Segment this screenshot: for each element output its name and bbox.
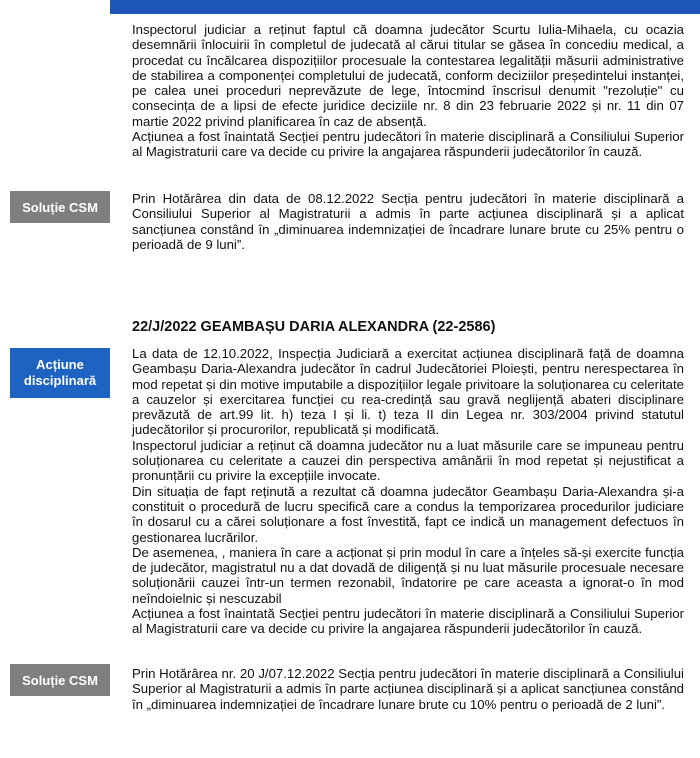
- paragraph: Din situația de fapt reținută a rezultat că doamna judecător Geambașu Daria-Alexandra și-a constituit o procedură de lucru specifică care a condus la temporizarea procedurilor judiciare în dosarul cu a cărei soluționare a fost învestită, fapt ce indică un management defectuos în gestionarea lucrărilor.: [132, 483, 684, 545]
- disciplinary-action-label: Acțiune disciplinară: [10, 348, 110, 398]
- csm-solution-text: Prin Hotărârea nr. 20 J/07.12.2022 Secția pentru judecători în materie disciplinară a Consiliului Superior al Magistraturii a admis în parte acțiunea disciplinară și a aplicat sancțiunea constând în „diminuarea indemnizației de încadrare lunare brute cu 10% pentru o perioadă de 2 luni”.: [132, 666, 684, 712]
- paragraph: Acțiunea a fost înaintată Secției pentru judecători în materie disciplinară a Consiliului Superior al Magistraturii care va decide cu privire la angajarea răspunderii judecătorilor în cauză.: [132, 129, 684, 160]
- csm-solution-label: Soluție CSM: [10, 191, 110, 223]
- paragraph: Acțiunea a fost înaintată Secției pentru judecători în materie disciplinară a Consiliului Superior al Magistraturii care va decide cu privire la angajarea răspunderii judecătorilor în cauză.: [132, 606, 684, 637]
- csm-solution-label: Soluție CSM: [10, 664, 110, 696]
- section2-body: [132, 346, 684, 637]
- section1-body: [132, 22, 684, 160]
- header-bar: [110, 0, 700, 14]
- paragraph: Inspectorul judiciar a reținut faptul că doamna judecător Scurtu Iulia-Mihaela, cu ocazia desemnării înlocuirii în completul de judecată al cărui titular se găsea în concediu medical, a procedat cu încălcarea dispozițiilor procesuale la contestarea legalității măsurii administrative de stabilirea a componenței completului de judecată, conform deciziilor președintelui instanței, pe calea unei proceduri neprevăzute de lege, întocmind înscrisul denumit "rezoluție" cu consecința de a lipsi de efecte juridice deciziile nr. 8 din 23 februarie 2022 și nr. 11 din 07 martie 2022 privind planificarea în caz de absență.: [132, 22, 684, 129]
- paragraph: De asemenea, , maniera în care a acționat și prin modul în care a înțeles să-și exercite funcția de judecător, magistratul nu a dat dovadă de diligență și nu luat măsurile procesuale necesare soluționării cauzei într-un termen rezonabil, îndatorire pe care aceasta a ignorat-o în mod neîndoielnic și nescuzabil: [132, 544, 684, 606]
- paragraph: Inspectorul judiciar a reținut că doamna judecător nu a luat măsurile care se impuneau pentru soluționarea cu celeritate a cauzei din perspectiva amânării în mod repetat și nejustificat a pronunțării cu privire la excepțiile invocate.: [132, 437, 684, 484]
- paragraph: La data de 12.10.2022, Inspecția Judiciară a exercitat acțiunea disciplinară față de doamna Geambașu Daria-Alexandra judecător în cadrul Judecătoriei Ploiești, pentru nerespectarea în mod repetat și din motive imputabile a dispozițiilor legale privitoare la soluționarea cu celeritate a cauzelor și exercitarea funcției cu rea-credință sau gravă neglijență abateri disciplinare prevăzută de art.99 lit. h) teza I și li. t) teza II din Legea nr. 303/2004 privind statutul judecătorilor și procurorilor, republicată și modificată.: [132, 346, 684, 438]
- case-heading: 22/J/2022 GEAMBAȘU DARIA ALEXANDRA (22-2586): [132, 319, 496, 335]
- csm-solution-text: Prin Hotărârea din data de 08.12.2022 Secția pentru judecători în materie disciplinară a Consiliului Superior al Magistraturii a admis în parte acțiunea disciplinară și a aplicat sancțiunea constând în „diminuarea indemnizației de încadrare lunare brute cu 25% pentru o perioadă de 9 luni”.: [132, 191, 684, 252]
